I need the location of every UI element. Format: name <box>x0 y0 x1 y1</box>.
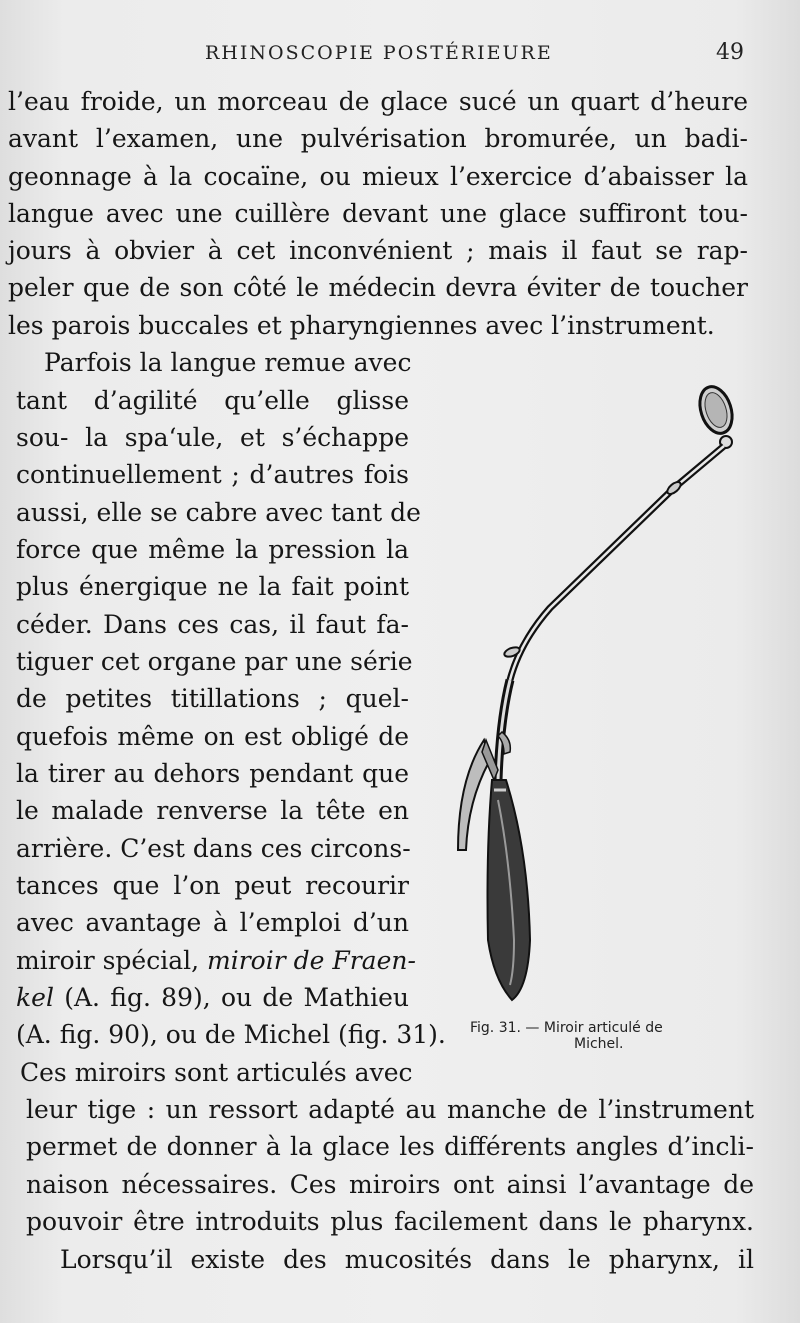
text-line <box>16 983 409 1013</box>
figure-michel-mirror <box>438 380 758 1020</box>
text-line: aussi, elle se cabre avec tant de <box>16 498 421 527</box>
text-line: plus énergique ne la fait point <box>16 572 409 601</box>
text-line: de petites titillations ; quel- <box>16 684 409 713</box>
text-line: peler que de son côté le médecin devra éviter de toucher <box>8 273 748 302</box>
text-line: tant d’agilité qu’elle glisse <box>16 386 409 415</box>
text-line: Ces miroirs sont articulés avec <box>20 1058 413 1087</box>
italic-text: kel <box>16 983 54 1012</box>
articulated-mirror-illustration <box>438 380 758 1020</box>
caption-line: Michel. <box>574 1036 624 1052</box>
text-line: force que même la pression la <box>16 535 409 564</box>
text-line: sou- la spa‘ule, et s’échappe <box>16 423 409 452</box>
text-line: tances que l’on peut recourir <box>16 871 409 900</box>
text-line: geonnage à la cocaïne, ou mieux l’exercice d’abaisser la <box>8 162 748 191</box>
text-segment: miroir spécial, <box>16 946 200 975</box>
text-line: avant l’examen, une pulvérisation bromurée, un badi- <box>8 124 748 153</box>
text-line: le malade renverse la tête en <box>16 796 409 825</box>
figure-caption <box>470 1020 770 1052</box>
text-line: Parfois la langue remue avec <box>44 348 412 377</box>
text-line: les parois buccales et pharyngiennes avec l’instrument. <box>8 311 715 340</box>
text-line: quefois même on est obligé de <box>16 722 409 751</box>
running-title: RHINOSCOPIE POSTÉRIEURE <box>205 42 553 64</box>
text-line: (A. fig. 90), ou de Michel (fig. 31). <box>16 1020 446 1049</box>
text-line: leur tige : un ressort adapté au manche de l’instrument <box>26 1095 754 1124</box>
text-line: jours à obvier à cet inconvénient ; mais il faut se rap- <box>8 236 748 265</box>
text-line: tiguer cet organe par une série <box>16 647 413 676</box>
text-line: langue avec une cuillère devant une glace suffiront tou- <box>8 199 748 228</box>
text-line: avec avantage à l’emploi d’un <box>16 908 409 937</box>
text-line: permet de donner à la glace les différents angles d’incli- <box>26 1132 754 1161</box>
page-number: 49 <box>716 40 744 65</box>
italic-text: miroir de Fraen- <box>207 946 416 975</box>
text-line <box>16 946 416 976</box>
text-line: l’eau froide, un morceau de glace sucé un quart d’heure <box>8 87 748 116</box>
text-line: continuellement ; d’autres fois <box>16 460 409 489</box>
page-header <box>0 36 800 70</box>
text-line: Lorsqu’il existe des mucosités dans le pharynx, il <box>60 1245 754 1274</box>
text-segment: (A. fig. 89), ou de Mathieu <box>64 983 409 1012</box>
text-line: naison nécessaires. Ces miroirs ont ainsi l’avantage de <box>26 1170 754 1199</box>
text-line: la tirer au dehors pendant que <box>16 759 409 788</box>
text-line: arrière. C’est dans ces circons- <box>16 834 411 863</box>
caption-line: Fig. 31. — Miroir articulé de <box>470 1020 663 1036</box>
text-line: pouvoir être introduits plus facilement dans le pharynx. <box>26 1207 754 1236</box>
text-line: céder. Dans ces cas, il faut fa- <box>16 610 409 639</box>
